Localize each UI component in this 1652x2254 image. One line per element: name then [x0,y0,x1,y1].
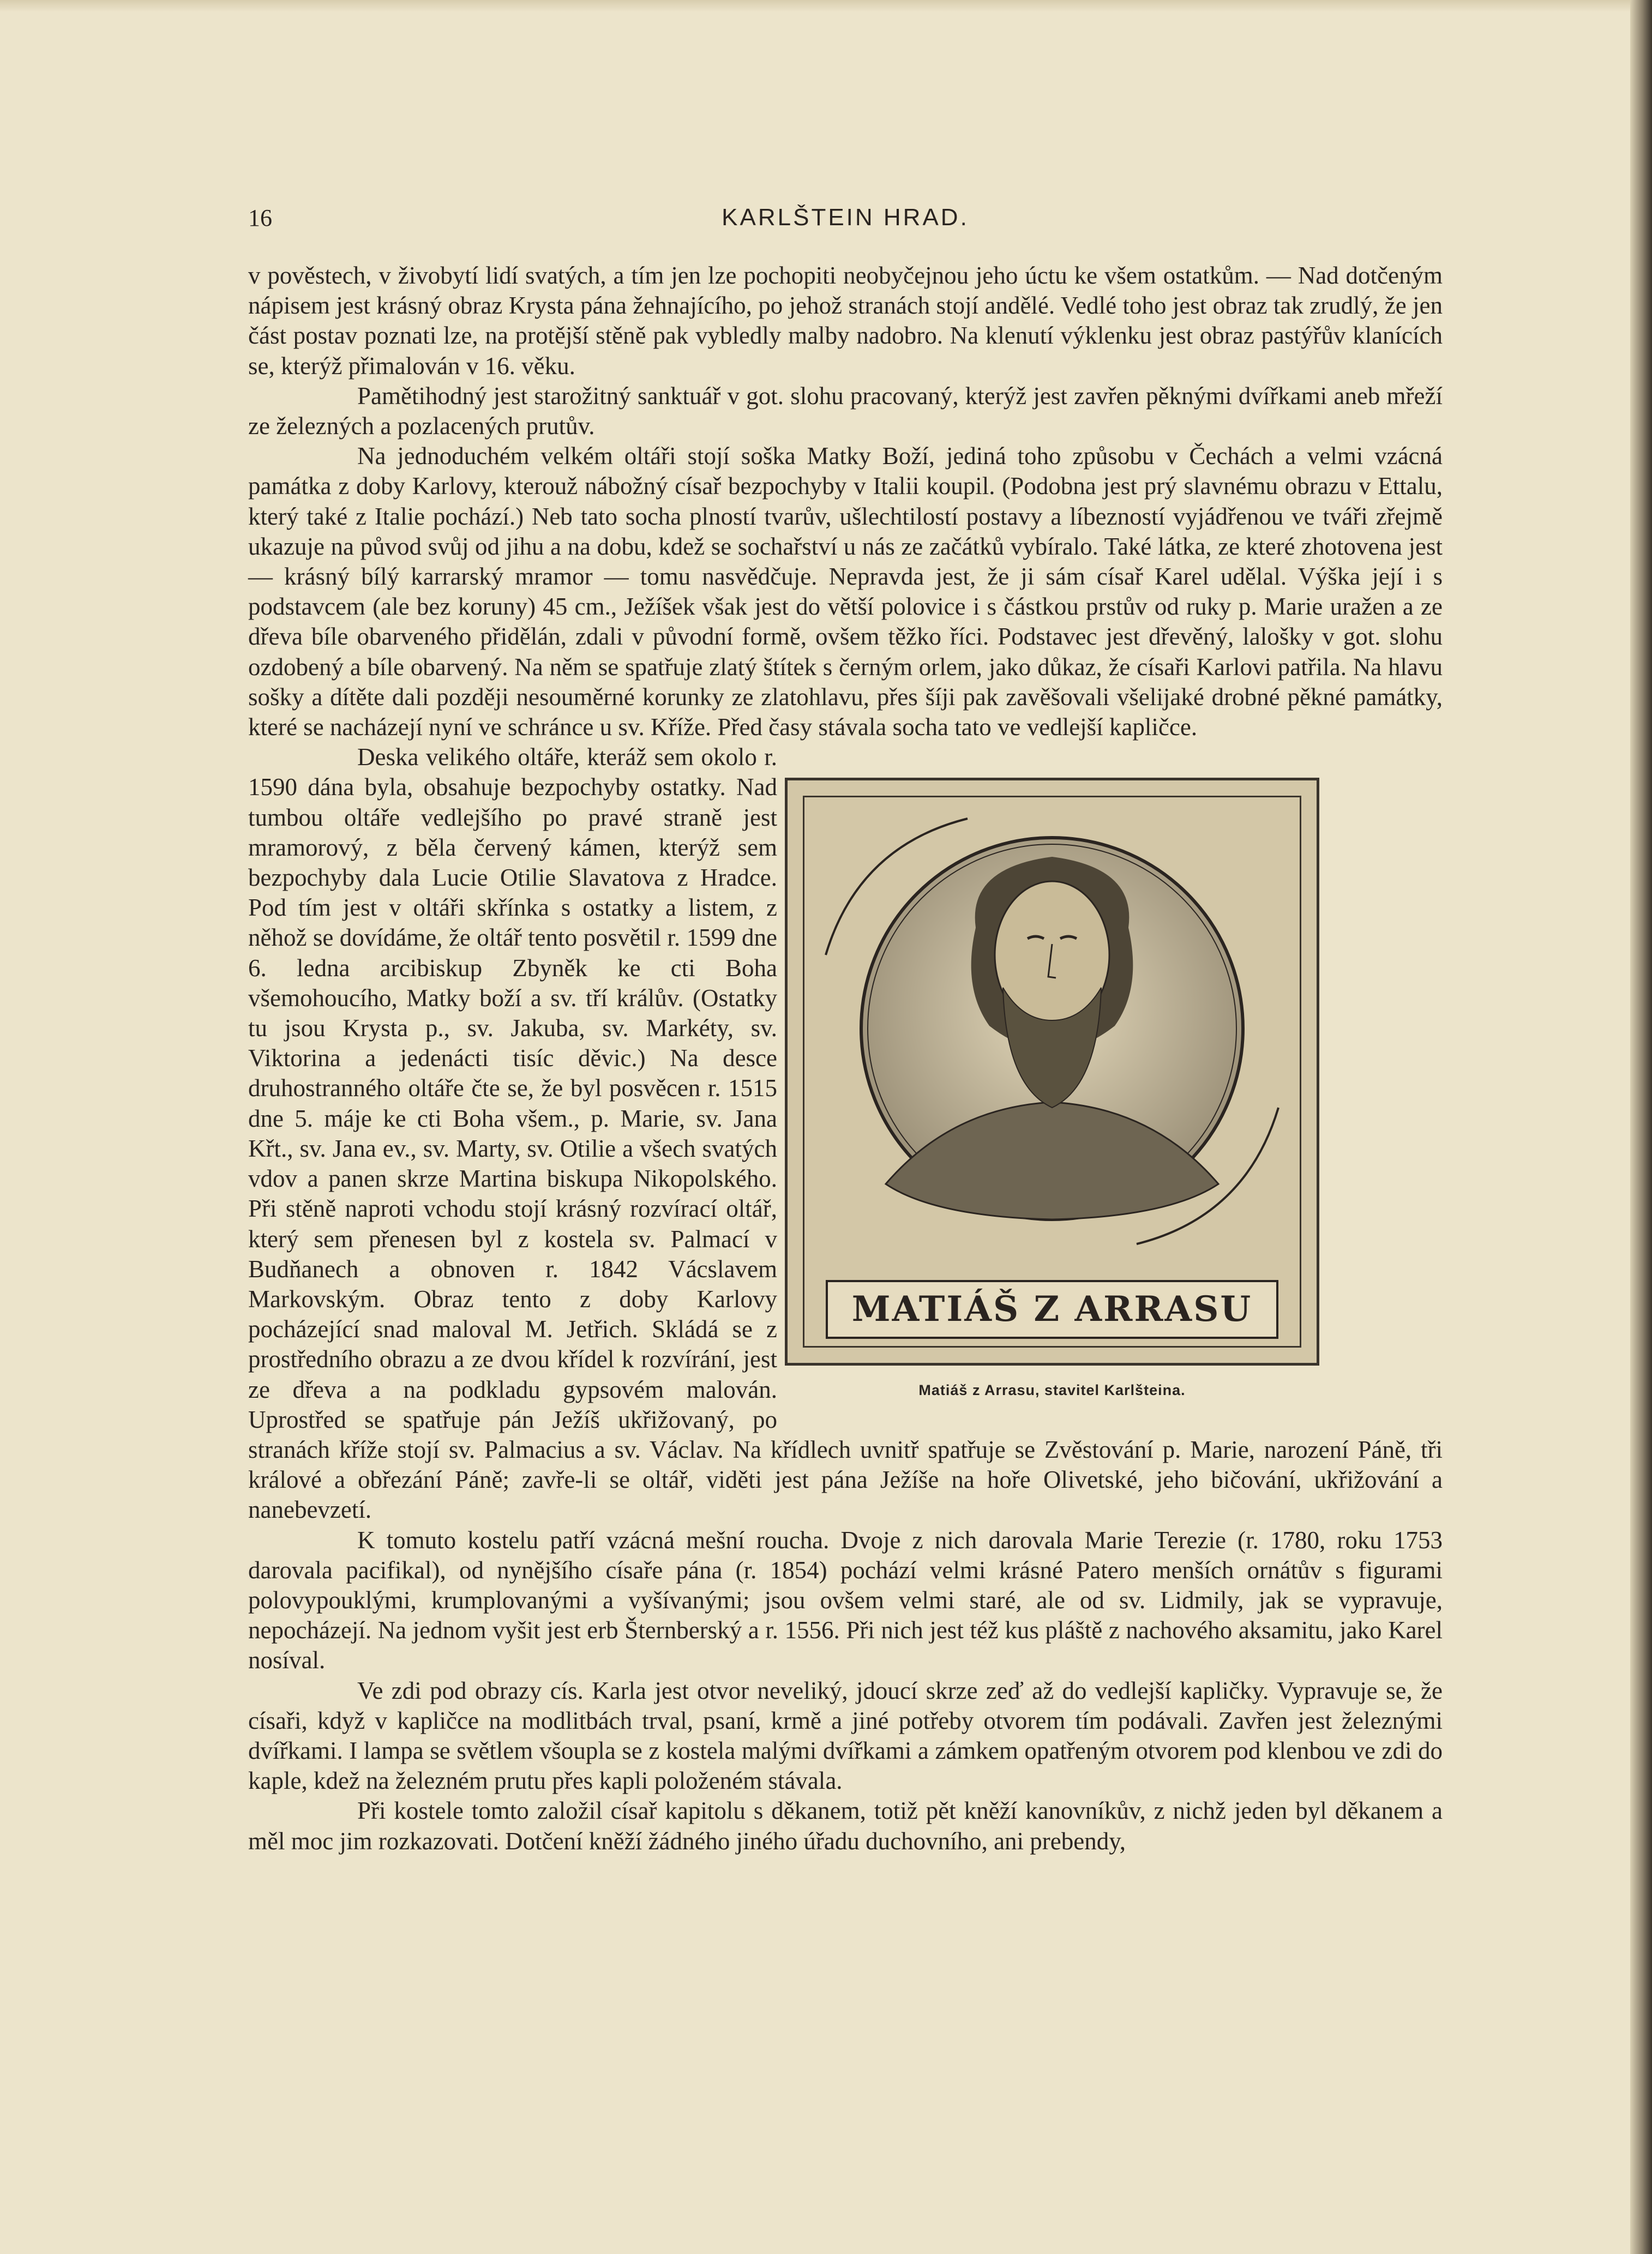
paragraph: Na jednoduchém velkém oltáři stojí soška Matky Boží, jediná toho způsobu v Čechách a velmi vzácná památka z doby Karlovy, kterouž nábožný císař bezpochyby v Italii koupil. (Podobna jest prý slavnému obrazu v Ettalu, který také z Italie pochází.) Neb tato socha plností tvarův, ušlechtilostí postavy a líbezností vyjádřenou ve tváři zřejmě ukazuje na původ svůj od jihu a na dobu, kdež se sochařství u nás ze začátků vybíralo. Také látka, ze které zhotovena jest — krásný bílý karrarský mramor — tomu nasvědčuje. Nepravda jest, že ji sám císař Karel udělal. Výška její i s podstavcem (ale bez koruny) 45 cm., Ježíšek však jest do větší polovice i s částkou prstův od ruky p. Marie uražen a ze dřeva bíle obarveného přidělán, zdali v původní formě, ovšem těžko říci. Podstavec jest dřevěný, lalošky v got. slohu ozdobený a bíle obarvený. Na něm se spatřuje zlatý štítek s černým orlem, jako důkaz, že císaři Karlovi patřila. Na hlavu sošky a dítěte dali později nesouměrné korunky ze zlatohlavu, přes šíji pak zavěšovali všelijaké drobné pěkné památky, které se nacházejí nyní ve schránce u sv. Kříže. Před časy stávala socha tato ve vedlejší kapličce. [248,442,1443,741]
page-binding-edge [1630,0,1652,2254]
portrait-figure [777,742,1443,1420]
paragraph: Pamětihodný jest starožitný sanktuář v got. slohu pracovaný, kterýž jest zavřen pěknými dvířkami aneb mřeží ze železných a pozlacených prutův. [248,382,1443,440]
paragraph: Ve zdi pod obrazy cís. Karla jest otvor neveliký, jdoucí skrze zeď až do vedlejší kapličky. Vypravuje se, že císaři, když v kapličce na modlitbách trval, psaní, krmě a jiné potřeby otvorem tím podávali. Zavřen jest železnými dvířkami. I lampa se světlem všoupla se z kostela malými dvířkami a zámkem opatřeným otvorem pod klenbou ve zdi do kaple, kdež na železném prutu přes kapli položeném stávala. [248,1676,1443,1795]
running-head: KARLŠTEIN HRAD. [722,204,969,231]
figure-caption: Matiáš z Arrasu, stavitel Karlšteina. [918,1382,1186,1399]
paragraph: Při kostele tomto založil císař kapitolu s děkanem, totiž pět kněží kanovníkův, z nichž jeden byl děkanem a měl moc jim rozkazovati. Dotčení kněží žádného jiného úřadu duchovního, ani prebendy, [248,1797,1443,1855]
paragraph: v pověstech, v živobytí lidí svatých, a tím jen lze pochopiti neobyčejnou jeho úctu ke všem ostatkům. — Nad dotčeným nápisem jest krásný obraz Krysta pána žehnajícího, po jehož stranách stojí andělé. Vedlé toho jest obraz tak zrudlý, že jen část postav poznati lze, na protější stěně pak vybledly malby nadobro. Na klenutí výklenku jest obraz pastýřův klanících se, kterýž přimalován v 16. věku. [248,262,1443,380]
portrait-frame [785,778,1319,1366]
portrait-nameplate: MATIÁŠ Z ARRASU [826,1280,1278,1339]
paragraph: K tomuto kostelu patří vzácná mešní roucha. Dvoje z nich darovala Marie Terezie (r. 1780, roku 1753 darovala pacifikal), od nynějšího císaře pána (r. 1854) pochází velmi krásné Patero menších ornátův s figurami polovypouklými, krumplovanými a vyšívanými; jsou ovšem velmi staré, ale od sv. Lidmily, jak se vypravuje, nepocházejí. Na jednom vyšit jest erb Šternberský a r. 1556. Při nich jest též kus pláště z nachového aksamitu, jako Karel nosíval. [248,1526,1443,1674]
page-number: 16 [248,205,272,231]
portrait-engraving [788,780,1317,1363]
page-header [248,204,1443,242]
page-top-edge [0,0,1652,12]
paragraph: Deska velikého oltáře, kteráž sem okolo r. 1590 dána byla, obsahuje bezpochyby ostatky. Nad tumbou oltáře vedlejšího po pravé straně jest mramorový, z běla červený kámen, kterýž sem bezpochyby dala Lucie Otilie Slavatova z Hradce. Pod tím jest v oltáři skřínka s ostatky a listem, z něhož se dovídáme, že oltář tento posvětil r. 1599 dne 6. ledna arcibiskup Zbyněk ke cti Boha všemohoucího, Matky boží a sv. tří králův. (Ostatky tu jsou Krysta p., sv. Jakuba, sv. Markéty, sv. Viktorina a jedenácti tisíc děvic.) Na desce druhostranného oltáře čte se, že byl posvěcen r. 1515 dne 5. máje ke cti Boha všem., p. Marie, sv. Jana Křt., sv. Jana ev., sv. Marty, sv. Otilie a všech svatých vdov a panen skrze Martina biskupa Nikopolského. Při stěně naproti vchodu stojí krásný rozvírací oltář, který sem přenesen byl z kostela sv. Palmací v Budňanech a obnoven r. 1842 Vácslavem Markovským. Obraz tento z doby Karlovy pocházející snad maloval M. Jetřich. Skládá se z prostředního obrazu a ze dvou křídel k rozvírání, jest ze dřeva a na podkladu gypsovém malován. Uprostřed se spatřuje pán Ježíš ukřižovaný, po stranách kříže stojí sv. Palmacius a sv. Václav. Na křídlech uvnitř spatřuje se Zvěstování p. Marie, narození Páně, tři králové a obřezání Páně; zavře-li se oltář, viděti jest pána Ježíše na hoře Olivetské, jeho bičování, ukřižování a nanebevzetí. [248,743,1443,1524]
main-text [248,261,1443,1856]
